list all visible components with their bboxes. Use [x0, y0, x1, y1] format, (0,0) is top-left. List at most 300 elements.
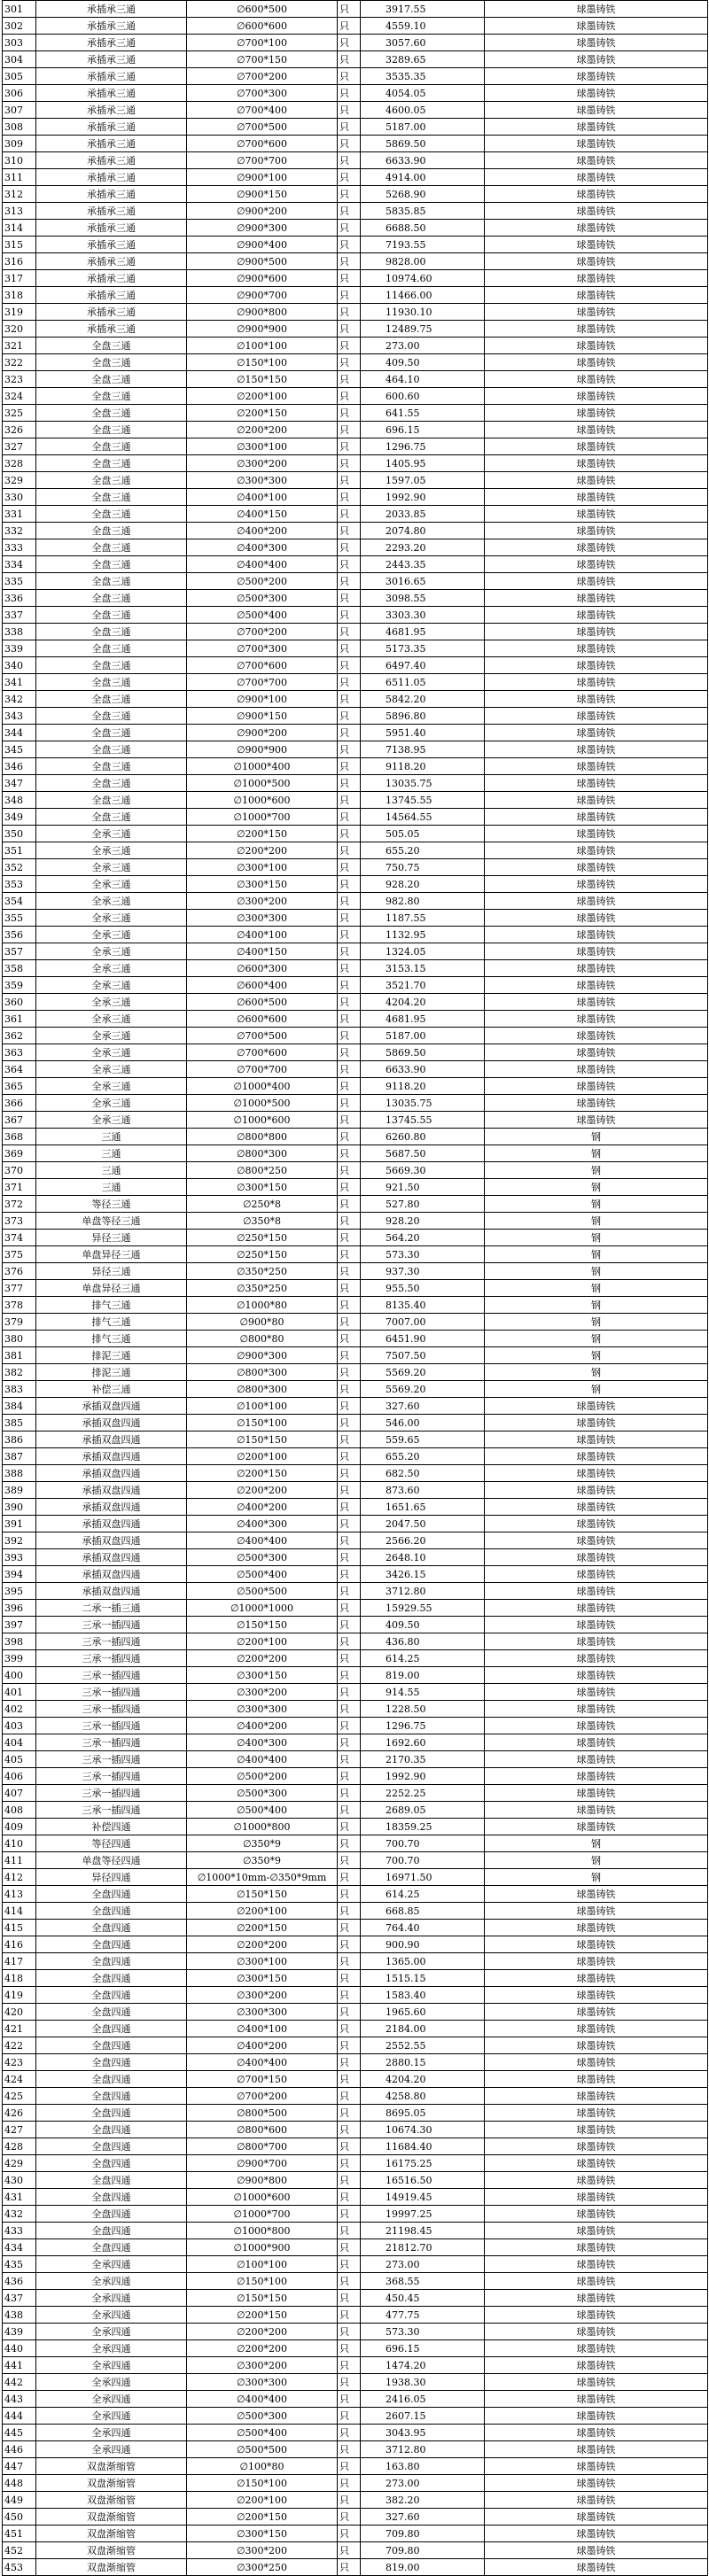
- item-material: 球墨铸铁: [485, 1532, 708, 1549]
- item-unit: 只: [338, 2206, 361, 2223]
- table-row: [3, 438, 708, 455]
- item-price: 3098.55: [361, 590, 485, 607]
- item-spec: ∅300*150: [187, 1970, 338, 1987]
- item-spec: ∅1000*500: [187, 1095, 338, 1112]
- row-number: 303: [3, 35, 36, 51]
- table-row: [3, 1213, 708, 1230]
- row-number: 335: [3, 573, 36, 590]
- item-name: 全承四通: [36, 2391, 187, 2408]
- item-unit: 只: [338, 354, 361, 371]
- item-material: 球墨铸铁: [485, 2239, 708, 2256]
- item-spec: ∅900*500: [187, 253, 338, 270]
- item-name: 承插承三通: [36, 102, 187, 119]
- item-spec: ∅800*300: [187, 1381, 338, 1398]
- item-price: 641.55: [361, 405, 485, 422]
- item-price: 10674.30: [361, 2122, 485, 2138]
- item-price: 409.50: [361, 1617, 485, 1633]
- row-number: 445: [3, 2425, 36, 2441]
- row-number: 331: [3, 506, 36, 523]
- item-unit: 只: [338, 1852, 361, 1869]
- item-name: 全盘三通: [36, 354, 187, 371]
- table-row: [3, 943, 708, 960]
- item-name: 全承三通: [36, 1044, 187, 1061]
- item-price: 3521.70: [361, 977, 485, 994]
- item-name: 全盘三通: [36, 489, 187, 506]
- table-row: [3, 1482, 708, 1499]
- item-unit: 只: [338, 51, 361, 68]
- item-unit: 只: [338, 826, 361, 842]
- table-row: [3, 2071, 708, 2088]
- item-name: 排泥三通: [36, 1347, 187, 1364]
- item-spec: ∅500*500: [187, 2441, 338, 2458]
- item-name: 单盘异径三通: [36, 1280, 187, 1297]
- item-price: 937.30: [361, 1263, 485, 1280]
- item-name: 全承三通: [36, 1061, 187, 1078]
- item-price: 14919.45: [361, 2189, 485, 2206]
- item-material: 球墨铸铁: [485, 2324, 708, 2340]
- table-row: [3, 1953, 708, 1970]
- item-name: 全盘四通: [36, 2037, 187, 2054]
- item-unit: 只: [338, 2021, 361, 2037]
- item-name: 双盘渐缩管: [36, 2458, 187, 2475]
- item-name: 全盘四通: [36, 2189, 187, 2206]
- item-unit: 只: [338, 1701, 361, 1718]
- item-spec: ∅700*700: [187, 152, 338, 169]
- row-number: 435: [3, 2256, 36, 2273]
- item-unit: 只: [338, 472, 361, 489]
- item-name: 全承三通: [36, 1078, 187, 1095]
- item-price: 450.45: [361, 2290, 485, 2307]
- item-price: 6260.80: [361, 1129, 485, 1145]
- item-material: 球墨铸铁: [485, 960, 708, 977]
- item-unit: 只: [338, 1112, 361, 1129]
- item-material: 球墨铸铁: [485, 1432, 708, 1448]
- table-row: [3, 2391, 708, 2408]
- table-row: [3, 2037, 708, 2054]
- item-name: 全盘四通: [36, 2004, 187, 2021]
- item-material: 球墨铸铁: [485, 2088, 708, 2105]
- row-number: 425: [3, 2088, 36, 2105]
- item-name: 全盘四通: [36, 1886, 187, 1903]
- item-name: 排气三通: [36, 1331, 187, 1347]
- row-number: 384: [3, 1398, 36, 1415]
- row-number: 333: [3, 539, 36, 556]
- item-unit: 只: [338, 1549, 361, 1566]
- item-unit: 只: [338, 2071, 361, 2088]
- table-row: [3, 2542, 708, 2559]
- table-row: [3, 1987, 708, 2004]
- table-row: [3, 1734, 708, 1751]
- item-unit: 只: [338, 68, 361, 85]
- item-spec: ∅200*100: [187, 1903, 338, 1920]
- item-name: 全承四通: [36, 2425, 187, 2441]
- row-number: 317: [3, 270, 36, 287]
- item-material: 球墨铸铁: [485, 1061, 708, 1078]
- table-row: [3, 1835, 708, 1852]
- item-material: 球墨铸铁: [485, 1398, 708, 1415]
- item-material: 钢: [485, 1297, 708, 1314]
- row-number: 372: [3, 1196, 36, 1213]
- item-spec: ∅1000*1000: [187, 1600, 338, 1617]
- row-number: 420: [3, 2004, 36, 2021]
- table-row: [3, 1129, 708, 1145]
- item-spec: ∅600*500: [187, 1, 338, 18]
- item-unit: 只: [338, 1230, 361, 1246]
- item-name: 全承三通: [36, 1011, 187, 1028]
- item-name: 全承四通: [36, 2273, 187, 2290]
- item-unit: 只: [338, 1751, 361, 1768]
- row-number: 315: [3, 237, 36, 253]
- row-number: 422: [3, 2037, 36, 2054]
- item-price: 3016.65: [361, 573, 485, 590]
- item-unit: 只: [338, 607, 361, 624]
- row-number: 324: [3, 388, 36, 405]
- item-unit: 只: [338, 1886, 361, 1903]
- row-number: 451: [3, 2526, 36, 2542]
- item-material: 球墨铸铁: [485, 253, 708, 270]
- item-unit: 只: [338, 1263, 361, 1280]
- row-number: 339: [3, 640, 36, 657]
- item-name: 单盘等径四通: [36, 1852, 187, 1869]
- item-unit: 只: [338, 220, 361, 237]
- item-name: 全承四通: [36, 2290, 187, 2307]
- table-row: [3, 1768, 708, 1785]
- item-name: 全盘三通: [36, 624, 187, 640]
- item-name: 全盘三通: [36, 607, 187, 624]
- item-spec: ∅700*100: [187, 35, 338, 51]
- item-price: 327.60: [361, 2509, 485, 2526]
- item-unit: 只: [338, 1297, 361, 1314]
- item-unit: 只: [338, 1718, 361, 1734]
- table-row: [3, 640, 708, 657]
- item-name: 排泥三通: [36, 1364, 187, 1381]
- item-unit: 只: [338, 2155, 361, 2172]
- item-spec: ∅200*150: [187, 1465, 338, 1482]
- item-spec: ∅500*500: [187, 1583, 338, 1600]
- item-spec: ∅900*900: [187, 741, 338, 758]
- item-name: 全盘三通: [36, 388, 187, 405]
- item-name: 承插双盘四通: [36, 1583, 187, 1600]
- item-unit: 只: [338, 1364, 361, 1381]
- row-number: 388: [3, 1465, 36, 1482]
- item-material: 球墨铸铁: [485, 321, 708, 338]
- item-unit: 只: [338, 1078, 361, 1095]
- item-spec: ∅1000*500: [187, 775, 338, 792]
- table-row: [3, 1044, 708, 1061]
- item-material: 球墨铸铁: [485, 1684, 708, 1701]
- row-number: 409: [3, 1819, 36, 1835]
- item-spec: ∅900*900: [187, 321, 338, 338]
- item-name: 全盘四通: [36, 1987, 187, 2004]
- item-price: 163.80: [361, 2458, 485, 2475]
- item-price: 546.00: [361, 1415, 485, 1432]
- item-unit: 只: [338, 438, 361, 455]
- item-spec: ∅200*200: [187, 1482, 338, 1499]
- table-row: [3, 1869, 708, 1886]
- item-spec: ∅1000*10mm-∅350*9mm: [187, 1869, 338, 1886]
- item-name: 全承三通: [36, 826, 187, 842]
- item-material: 球墨铸铁: [485, 1095, 708, 1112]
- item-spec: ∅700*700: [187, 1061, 338, 1078]
- item-price: 4914.00: [361, 169, 485, 186]
- item-name: 承插承三通: [36, 119, 187, 136]
- table-row: [3, 826, 708, 842]
- item-name: 全承三通: [36, 842, 187, 859]
- item-material: 球墨铸铁: [485, 1415, 708, 1432]
- row-number: 340: [3, 657, 36, 674]
- table-row: [3, 422, 708, 438]
- item-name: 承插承三通: [36, 1, 187, 18]
- item-material: 球墨铸铁: [485, 2206, 708, 2223]
- item-material: 球墨铸铁: [485, 2526, 708, 2542]
- row-number: 360: [3, 994, 36, 1011]
- item-name: 承插双盘四通: [36, 1482, 187, 1499]
- item-unit: 只: [338, 2441, 361, 2458]
- item-price: 914.55: [361, 1684, 485, 1701]
- item-unit: 只: [338, 1650, 361, 1667]
- row-number: 407: [3, 1785, 36, 1802]
- item-spec: ∅900*150: [187, 708, 338, 725]
- item-material: 钢: [485, 1381, 708, 1398]
- item-unit: 只: [338, 1633, 361, 1650]
- item-material: 球墨铸铁: [485, 35, 708, 51]
- row-number: 427: [3, 2122, 36, 2138]
- item-unit: 只: [338, 1987, 361, 2004]
- item-material: 球墨铸铁: [485, 2374, 708, 2391]
- item-price: 16971.50: [361, 1869, 485, 1886]
- item-price: 873.60: [361, 1482, 485, 1499]
- table-row: [3, 876, 708, 893]
- row-number: 437: [3, 2290, 36, 2307]
- item-spec: ∅200*150: [187, 2509, 338, 2526]
- item-unit: 只: [338, 2458, 361, 2475]
- item-unit: 只: [338, 2340, 361, 2357]
- item-name: 全盘三通: [36, 657, 187, 674]
- item-name: 承插承三通: [36, 237, 187, 253]
- item-spec: ∅600*600: [187, 1011, 338, 1028]
- item-name: 三通: [36, 1145, 187, 1162]
- item-spec: ∅600*300: [187, 960, 338, 977]
- item-material: 球墨铸铁: [485, 270, 708, 287]
- item-material: 球墨铸铁: [485, 573, 708, 590]
- item-material: 球墨铸铁: [485, 775, 708, 792]
- item-unit: 只: [338, 775, 361, 792]
- item-price: 382.20: [361, 2492, 485, 2509]
- item-spec: ∅800*500: [187, 2105, 338, 2122]
- item-spec: ∅300*200: [187, 2542, 338, 2559]
- table-row: [3, 725, 708, 741]
- table-row: [3, 2138, 708, 2155]
- row-number: 447: [3, 2458, 36, 2475]
- item-price: 9118.20: [361, 758, 485, 775]
- item-name: 全承三通: [36, 977, 187, 994]
- item-material: 球墨铸铁: [485, 455, 708, 472]
- table-row: [3, 1718, 708, 1734]
- item-spec: ∅350*9: [187, 1852, 338, 1869]
- item-unit: 只: [338, 1196, 361, 1213]
- item-price: 928.20: [361, 876, 485, 893]
- item-unit: 只: [338, 910, 361, 927]
- item-unit: 只: [338, 725, 361, 741]
- item-name: 补偿三通: [36, 1381, 187, 1398]
- item-name: 全承三通: [36, 943, 187, 960]
- item-unit: 只: [338, 691, 361, 708]
- item-material: 球墨铸铁: [485, 2340, 708, 2357]
- item-unit: 只: [338, 1970, 361, 1987]
- table-row: [3, 1331, 708, 1347]
- table-row: [3, 741, 708, 758]
- item-spec: ∅400*300: [187, 1734, 338, 1751]
- table-row: [3, 338, 708, 354]
- row-number: 314: [3, 220, 36, 237]
- item-material: 钢: [485, 1347, 708, 1364]
- item-price: 682.50: [361, 1465, 485, 1482]
- table-row: [3, 1516, 708, 1532]
- item-spec: ∅700*600: [187, 657, 338, 674]
- table-row: [3, 1802, 708, 1819]
- item-material: 钢: [485, 1145, 708, 1162]
- row-number: 440: [3, 2340, 36, 2357]
- row-number: 351: [3, 842, 36, 859]
- item-spec: ∅700*200: [187, 2088, 338, 2105]
- row-number: 302: [3, 18, 36, 35]
- item-name: 全盘三通: [36, 792, 187, 809]
- item-spec: ∅800*300: [187, 1364, 338, 1381]
- item-unit: 只: [338, 1448, 361, 1465]
- item-name: 承插承三通: [36, 169, 187, 186]
- item-material: 球墨铸铁: [485, 2155, 708, 2172]
- item-price: 19997.25: [361, 2206, 485, 2223]
- table-row: [3, 371, 708, 388]
- item-spec: ∅600*400: [187, 977, 338, 994]
- item-material: 球墨铸铁: [485, 304, 708, 321]
- row-number: 401: [3, 1684, 36, 1701]
- table-row: [3, 354, 708, 371]
- item-name: 异径三通: [36, 1230, 187, 1246]
- item-spec: ∅200*200: [187, 842, 338, 859]
- row-number: 391: [3, 1516, 36, 1532]
- item-spec: ∅400*300: [187, 539, 338, 556]
- item-spec: ∅200*100: [187, 1633, 338, 1650]
- row-number: 453: [3, 2559, 36, 2576]
- item-material: 球墨铸铁: [485, 1701, 708, 1718]
- item-name: 全盘四通: [36, 1920, 187, 1936]
- item-unit: 只: [338, 1347, 361, 1364]
- item-material: 球墨铸铁: [485, 2391, 708, 2408]
- item-material: 球墨铸铁: [485, 51, 708, 68]
- table-row: [3, 842, 708, 859]
- item-name: 等径四通: [36, 1835, 187, 1852]
- row-number: 355: [3, 910, 36, 927]
- item-material: 球墨铸铁: [485, 725, 708, 741]
- item-price: 1692.60: [361, 1734, 485, 1751]
- table-row: [3, 1381, 708, 1398]
- item-price: 700.70: [361, 1835, 485, 1852]
- item-spec: ∅300*150: [187, 2526, 338, 2542]
- item-material: 球墨铸铁: [485, 523, 708, 539]
- item-material: 球墨铸铁: [485, 1028, 708, 1044]
- item-material: 钢: [485, 1179, 708, 1196]
- item-price: 5569.20: [361, 1364, 485, 1381]
- table-row: [3, 539, 708, 556]
- item-price: 7007.00: [361, 1314, 485, 1331]
- item-unit: 只: [338, 573, 361, 590]
- item-price: 15929.55: [361, 1600, 485, 1617]
- item-spec: ∅200*150: [187, 826, 338, 842]
- item-unit: 只: [338, 136, 361, 152]
- item-spec: ∅500*200: [187, 573, 338, 590]
- item-spec: ∅300*200: [187, 893, 338, 910]
- item-material: 球墨铸铁: [485, 338, 708, 354]
- item-price: 3426.15: [361, 1566, 485, 1583]
- row-number: 308: [3, 119, 36, 136]
- item-spec: ∅300*100: [187, 1953, 338, 1970]
- item-material: 球墨铸铁: [485, 405, 708, 422]
- row-number: 382: [3, 1364, 36, 1381]
- item-material: 球墨铸铁: [485, 102, 708, 119]
- item-spec: ∅900*700: [187, 2155, 338, 2172]
- row-number: 342: [3, 691, 36, 708]
- item-price: 3153.15: [361, 960, 485, 977]
- row-number: 348: [3, 792, 36, 809]
- item-price: 5951.40: [361, 725, 485, 741]
- item-spec: ∅700*400: [187, 102, 338, 119]
- item-spec: ∅250*8: [187, 1196, 338, 1213]
- item-price: 1992.90: [361, 489, 485, 506]
- table-row: [3, 2054, 708, 2071]
- item-unit: 只: [338, 85, 361, 102]
- table-row: [3, 405, 708, 422]
- table-row: [3, 1314, 708, 1331]
- item-name: 排气三通: [36, 1314, 187, 1331]
- item-spec: ∅400*200: [187, 1718, 338, 1734]
- item-name: 全盘三通: [36, 590, 187, 607]
- item-material: 球墨铸铁: [485, 1600, 708, 1617]
- item-price: 700.70: [361, 1852, 485, 1869]
- item-spec: ∅800*300: [187, 1145, 338, 1162]
- item-unit: 只: [338, 1465, 361, 1482]
- item-spec: ∅900*100: [187, 691, 338, 708]
- table-row: [3, 2239, 708, 2256]
- row-number: 345: [3, 741, 36, 758]
- item-price: 8135.40: [361, 1297, 485, 1314]
- table-row: [3, 1936, 708, 1953]
- item-spec: ∅1000*900: [187, 2239, 338, 2256]
- item-material: 球墨铸铁: [485, 826, 708, 842]
- item-price: 4258.80: [361, 2088, 485, 2105]
- row-number: 383: [3, 1381, 36, 1398]
- item-price: 5842.20: [361, 691, 485, 708]
- item-unit: 只: [338, 287, 361, 304]
- item-unit: 只: [338, 2004, 361, 2021]
- item-price: 6633.90: [361, 152, 485, 169]
- item-name: 全盘三通: [36, 405, 187, 422]
- item-material: 球墨铸铁: [485, 237, 708, 253]
- item-material: 球墨铸铁: [485, 2559, 708, 2576]
- item-material: 球墨铸铁: [485, 2122, 708, 2138]
- item-name: 承插承三通: [36, 287, 187, 304]
- item-price: 655.20: [361, 1448, 485, 1465]
- item-unit: 只: [338, 842, 361, 859]
- item-unit: 只: [338, 2189, 361, 2206]
- item-material: 球墨铸铁: [485, 1970, 708, 1987]
- item-material: 球墨铸铁: [485, 169, 708, 186]
- item-name: 承插双盘四通: [36, 1516, 187, 1532]
- item-material: 球墨铸铁: [485, 2223, 708, 2239]
- item-unit: 只: [338, 2357, 361, 2374]
- item-spec: ∅600*600: [187, 18, 338, 35]
- item-unit: 只: [338, 2122, 361, 2138]
